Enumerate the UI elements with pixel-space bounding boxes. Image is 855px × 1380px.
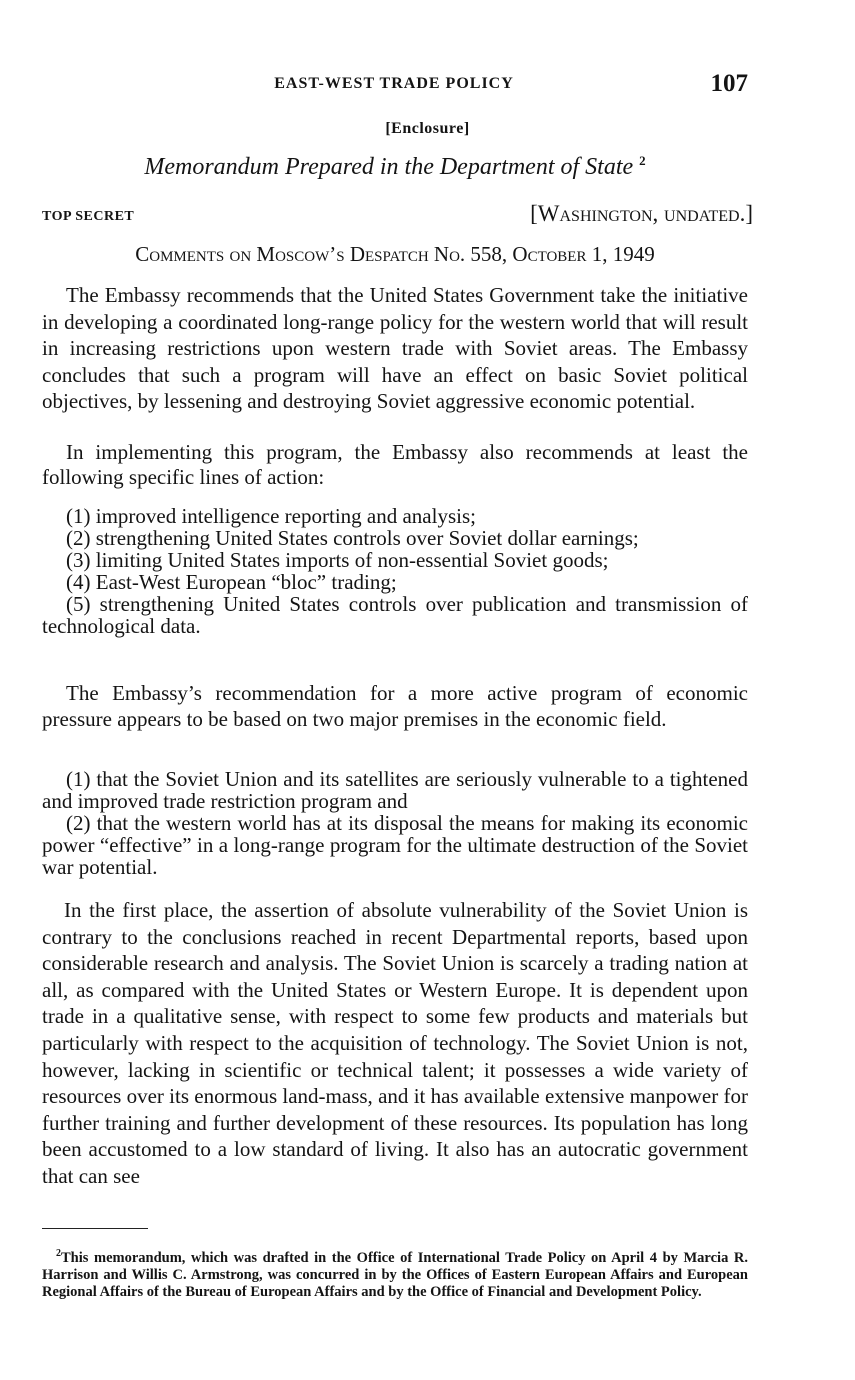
page-number: 107 <box>710 70 748 97</box>
memo-title-text: Memorandum Prepared in the Department of State <box>144 154 634 180</box>
classification-marking: TOP SECRET <box>42 209 135 224</box>
footnote-divider <box>42 1228 148 1229</box>
enclosure-label: [Enclosure] <box>385 120 470 137</box>
footnote-mark: 2 <box>56 1248 61 1259</box>
list-item: (1) that the Soviet Union and its satellites are seriously vulnerable to a tightened and improved trade restriction program and <box>42 767 748 813</box>
list-item: (2) that the western world has at its disposal the means for making its economic power “effective” in a long-range program for the ultimate destruction of the Soviet war potential. <box>42 811 748 879</box>
actions-list <box>42 505 748 637</box>
paragraph-vulnerability: In the first place, the assertion of absolute vulnerability of the Soviet Union is contrary to the conclusions reached in recent Departmental reports, based upon considerable research and analysis. The Soviet Union is scarcely a trading nation at all, as compared with the United States or Western Europe. It is dependent upon trade in a qualitative sense, with respect to some few products and materials but particularly with respect to the acquisition of technology. The Soviet Union is not, however, lacking in scientific or technical talent; it possesses a wide variety of resources over its enormous land-mass, and it has available extensive manpower for further training and further development of these resources. Its population has long been accustomed to a low standard of living. It also has an autocratic government that can see <box>42 898 748 1188</box>
memo-title <box>0 153 790 181</box>
list-item: (3) limiting United States imports of non-essential Soviet goods; <box>66 548 609 572</box>
list-item: (5) strengthening United States controls over publication and transmission of technological data. <box>42 592 748 638</box>
section-heading: Comments on Moscow’s Despatch No. 558, October 1, 1949 <box>135 242 655 266</box>
paragraph-premises-intro: The Embassy’s recommendation for a more active program of economic pressure appears to be based on two major premises in the economic field. <box>42 681 748 731</box>
paragraph-implementing: In implementing this program, the Embassy also recommends at least the following specific lines of action: <box>42 440 748 489</box>
running-title: EAST-WEST TRADE POLICY <box>274 75 514 92</box>
paragraph-embassy-recommendation: The Embassy recommends that the United States Government take the initiative in developing a coordinated long-range policy for the western world that will result in increasing restrictions upon western trade with Soviet areas. The Embassy concludes that such a program will have an effect on basic Soviet political objectives, by lessening and destroying Soviet aggressive economic potential. <box>42 283 748 413</box>
running-head <box>40 70 748 100</box>
list-item: (2) strengthening United States controls over Soviet dollar earnings; <box>66 526 639 550</box>
footnote-text: This memorandum, which was drafted in the Office of International Trade Policy on April 4 by Marcia R. Harrison and Willis C. Armstrong, was concurred in by the Offices of Eastern European Affairs and European Regional Affairs of the Bureau of European Affairs and by the Office of Financial and Development Policy. <box>42 1249 748 1300</box>
list-item: (1) improved intelligence reporting and analysis; <box>66 504 476 528</box>
dateline: [Washington, undated.] <box>530 201 753 226</box>
footnote <box>42 1245 748 1301</box>
footnote-reference: 2 <box>639 153 646 168</box>
list-item: (4) East-West European “bloc” trading; <box>66 570 397 594</box>
premises-list <box>42 768 748 878</box>
